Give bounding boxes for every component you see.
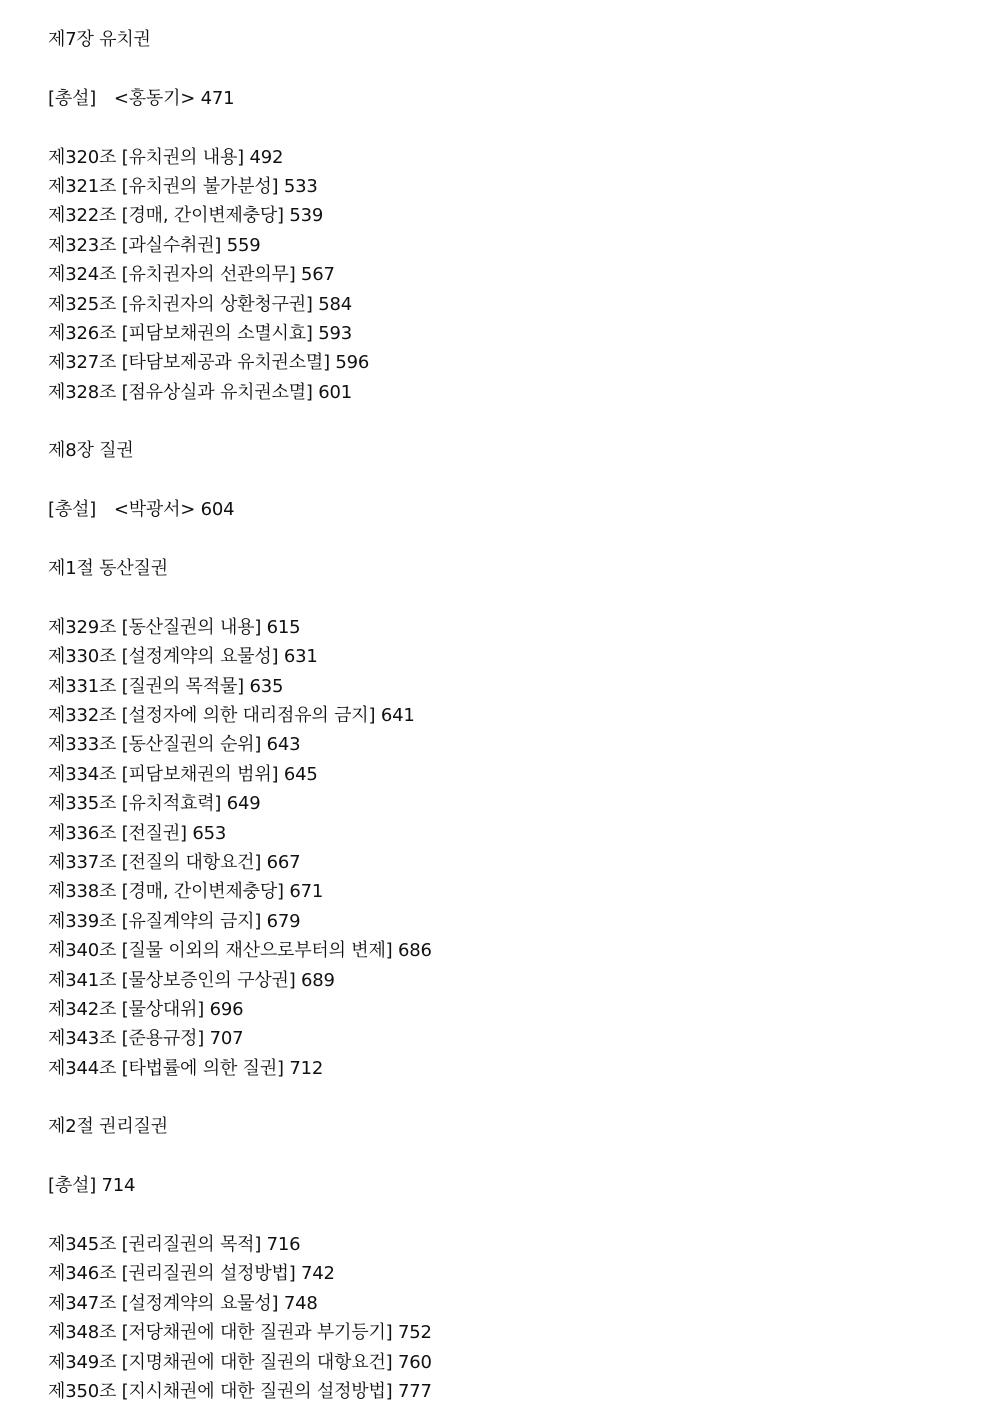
- blank-line: [48, 1083, 968, 1112]
- article-entry: 제324조 [유치권자의 선관의무] 567: [48, 264, 335, 286]
- overview-entry: [총설] <박광서> 604: [48, 499, 235, 521]
- chapter-heading: 제7장 유치권: [48, 29, 151, 50]
- article-entry: 제349조 [지명채권에 대한 질권의 대항요건] 760: [48, 1351, 432, 1373]
- article-entry: 제331조 [질권의 목적물] 635: [48, 675, 284, 697]
- article-entry: 제335조 [유치적효력] 649: [48, 793, 261, 815]
- article-entry: 제326조 [피담보채권의 소멸시효] 593: [48, 322, 352, 344]
- section-heading: 제2절 권리질권: [48, 1116, 168, 1138]
- article-entry: 제321조 [유치권의 불가분성] 533: [48, 175, 318, 197]
- blank-line: [48, 113, 968, 142]
- article-entry: 제348조 [저당채권에 대한 질권과 부기등기] 752: [48, 1322, 432, 1344]
- table-of-contents: [48, 25, 968, 1406]
- article-entry: 제336조 [전질권] 653: [48, 822, 227, 844]
- article-entry: 제328조 [점유상실과 유치권소멸] 601: [48, 381, 352, 403]
- overview-entry: [총설] 714: [48, 1175, 136, 1197]
- article-entry: 제345조 [권리질권의 목적] 716: [48, 1234, 301, 1256]
- article-entry: 제338조 [경매, 간이변제충당] 671: [48, 881, 324, 903]
- article-entry: 제327조 [타담보제공과 유치권소멸] 596: [48, 352, 370, 374]
- article-entry: 제340조 [질물 이외의 재산으로부터의 변제] 686: [48, 940, 432, 962]
- article-entry: 제333조 [동산질권의 순위] 643: [48, 734, 301, 756]
- article-entry: 제350조 [지시채권에 대한 질권의 설정방법] 777: [48, 1380, 432, 1402]
- blank-line: [48, 583, 968, 612]
- article-entry: 제342조 [물상대위] 696: [48, 998, 244, 1020]
- article-entry: 제334조 [피담보채권의 범위] 645: [48, 763, 318, 785]
- article-entry: 제337조 [전질의 대항요건] 667: [48, 851, 301, 873]
- article-entry: 제343조 [준용규정] 707: [48, 1028, 244, 1050]
- blank-line: [48, 525, 968, 554]
- article-entry: 제320조 [유치권의 내용] 492: [48, 146, 284, 168]
- article-entry: 제322조 [경매, 간이변제충당] 539: [48, 205, 324, 227]
- chapter-heading: 제8장 질권: [48, 440, 134, 462]
- blank-line: [48, 1201, 968, 1230]
- overview-entry: [총설] <홍동기> 471: [48, 87, 235, 109]
- section-heading: 제1절 동산질권: [48, 558, 168, 580]
- article-entry: 제347조 [설정계약의 요물성] 748: [48, 1292, 318, 1314]
- blank-line: [48, 466, 968, 495]
- article-entry: 제330조 [설정계약의 요물성] 631: [48, 646, 318, 668]
- blank-line: [48, 1142, 968, 1171]
- article-entry: 제323조 [과실수취권] 559: [48, 234, 261, 256]
- article-entry: 제325조 [유치권자의 상환청구권] 584: [48, 293, 352, 315]
- article-entry: 제339조 [유질계약의 금지] 679: [48, 910, 301, 932]
- blank-line: [48, 407, 968, 436]
- blank-line: [48, 54, 968, 83]
- article-entry: 제329조 [동산질권의 내용] 615: [48, 616, 301, 638]
- article-entry: 제332조 [설정자에 의한 대리점유의 금지] 641: [48, 704, 415, 726]
- article-entry: 제346조 [권리질권의 설정방법] 742: [48, 1263, 335, 1285]
- article-entry: 제341조 [물상보증인의 구상권] 689: [48, 969, 335, 991]
- article-entry: 제344조 [타법률에 의한 질권] 712: [48, 1057, 324, 1079]
